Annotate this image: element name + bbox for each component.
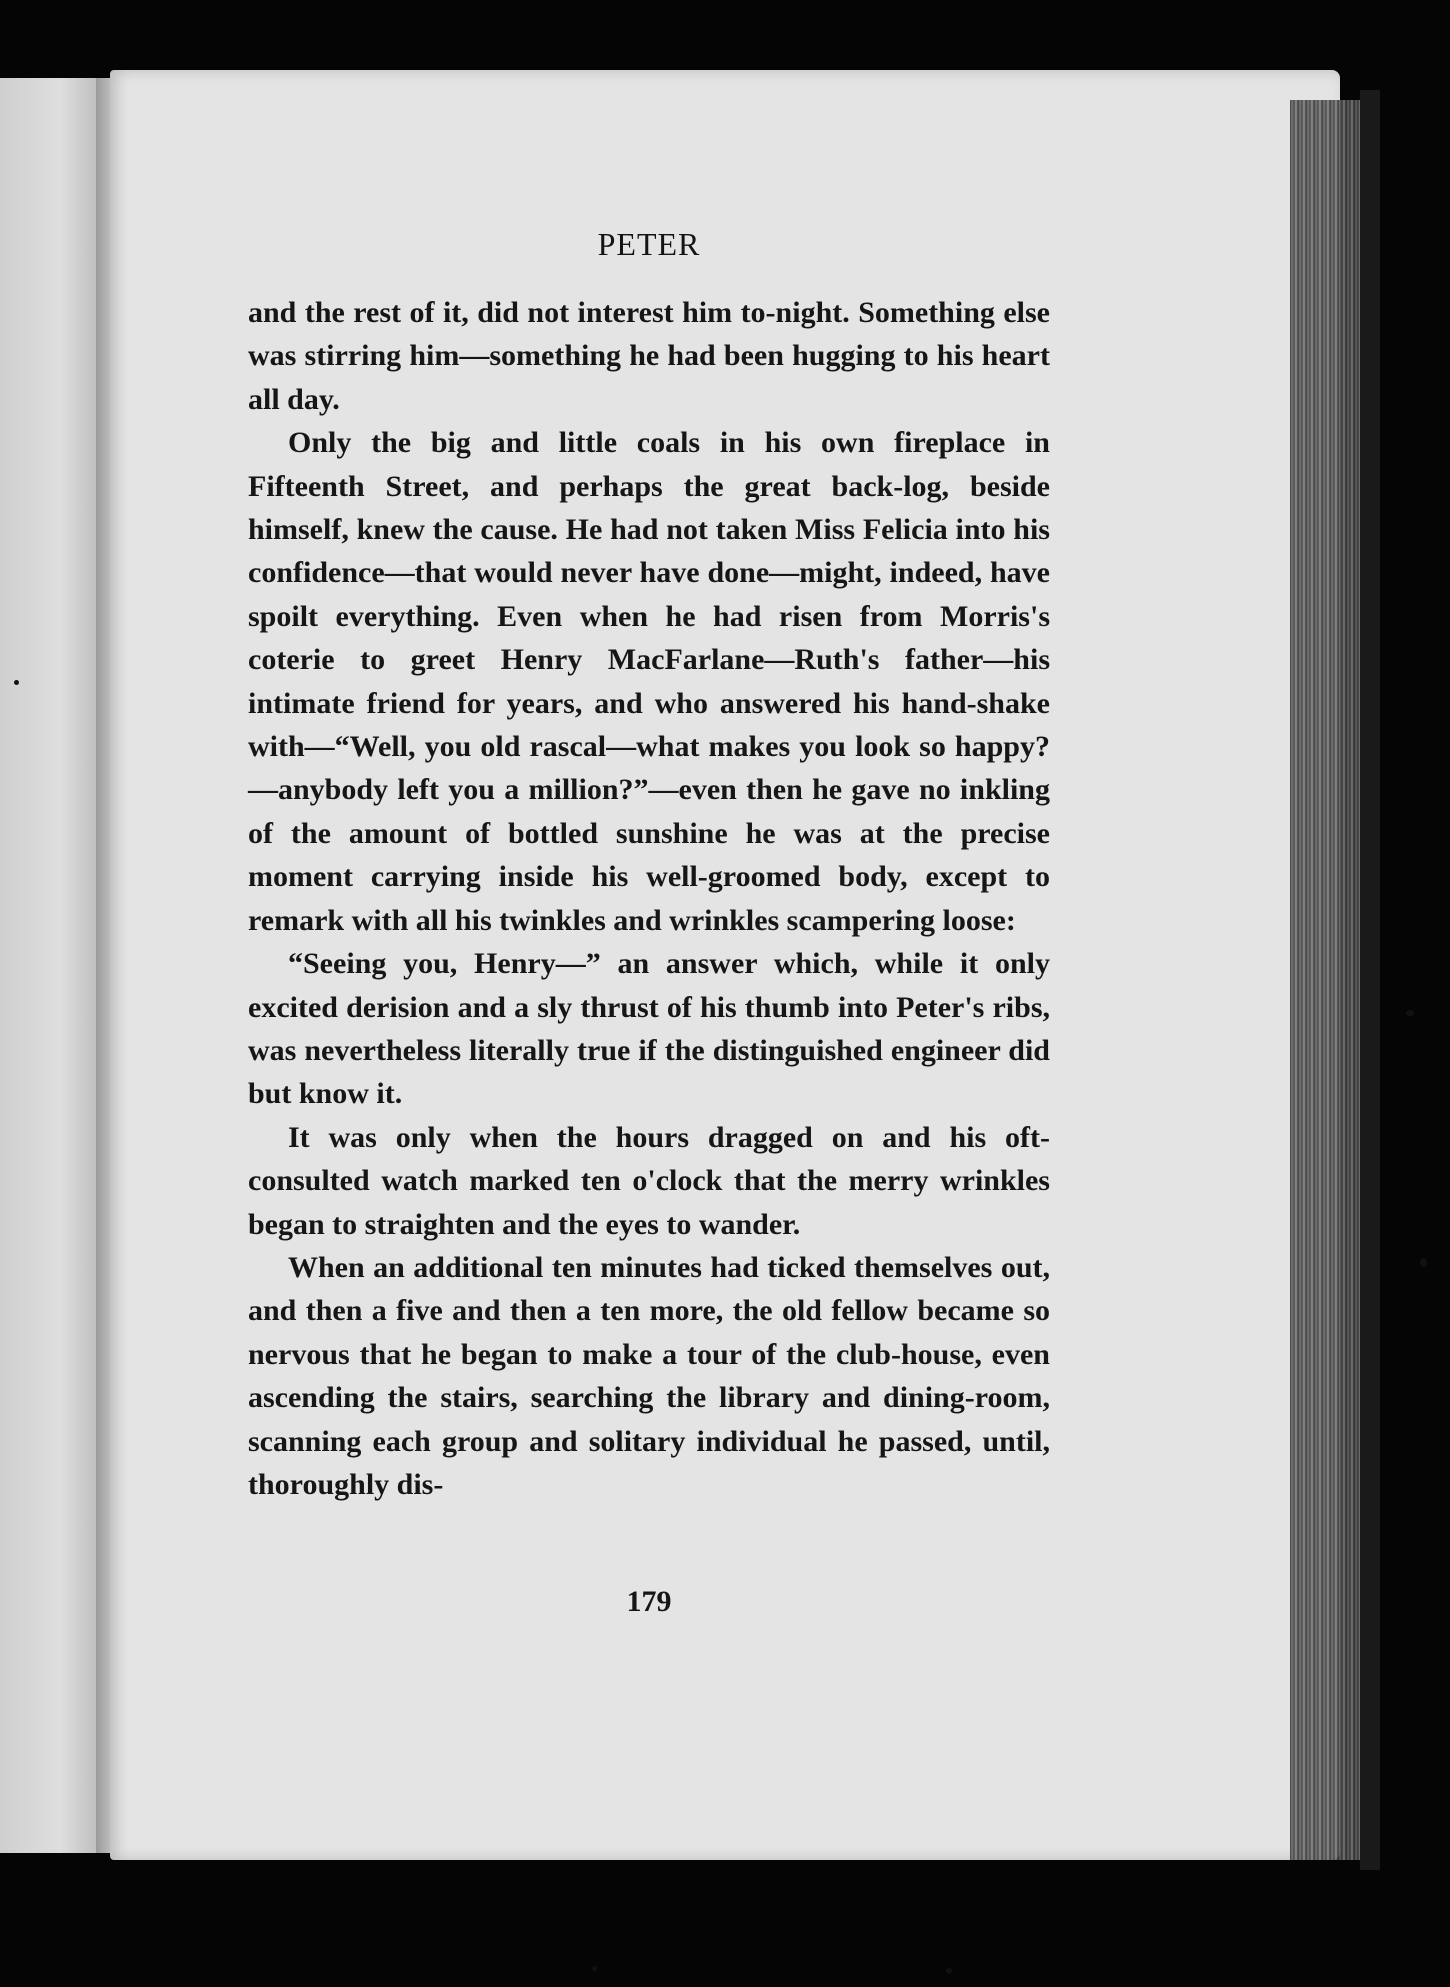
page-body — [248, 291, 1050, 1506]
scan-speck — [946, 1968, 952, 1974]
scan-speck — [1406, 1010, 1414, 1016]
paragraph: Only the big and little coals in his own fireplace in Fifteenth Street, and perhaps the great back-log, beside himself, knew the cause. He had not taken Miss Felicia into his confidence—that would never have done—might, indeed, have spoilt everything. Even when he had risen from Morris's coterie to greet Henry MacFarlane—Ruth's father—his intimate friend for years, and who answered his hand-shake with—“Well, you old rascal—what makes you look so happy?—anybody left you a million?”—even then he gave no inkling of the amount of bottled sunshine he was at the precise moment carrying inside his well-groomed body, except to remark with all his twinkles and wrinkles scampering loose: — [248, 426, 1050, 937]
scan-speck — [14, 680, 19, 685]
previous-page-edge — [0, 78, 100, 1853]
scan-speck — [1420, 1258, 1427, 1267]
page-number: 179 — [626, 1585, 672, 1618]
page-block-edge — [1290, 100, 1370, 1860]
paragraph: When an additional ten minutes had ticked themselves out, and then a five and then a ten more, the old fellow became so nervous that he began to make a tour of the club-house, even ascending the stairs, searching the library and dining-room, scanning each group and solitary individual he passed, until, thoroughly dis- — [248, 1250, 1050, 1501]
paragraph: It was only when the hours dragged on and his oft-consulted watch marked ten o'clock that the merry wrinkles began to straighten and the eyes to wander. — [248, 1120, 1050, 1241]
scan-speck — [592, 1966, 597, 1971]
paragraph: “Seeing you, Henry—” an answer which, while it only excited derision and a sly thrust of his thumb into Peter's ribs, was nevertheless literally true if the distinguished engineer did but know it. — [248, 947, 1050, 1111]
cover-edge — [1360, 90, 1380, 1870]
running-head: PETER — [597, 226, 701, 262]
paragraph: and the rest of it, did not interest him to-night. Something else was stirring him—something he had been hugging to his heart all day. — [248, 296, 1050, 416]
